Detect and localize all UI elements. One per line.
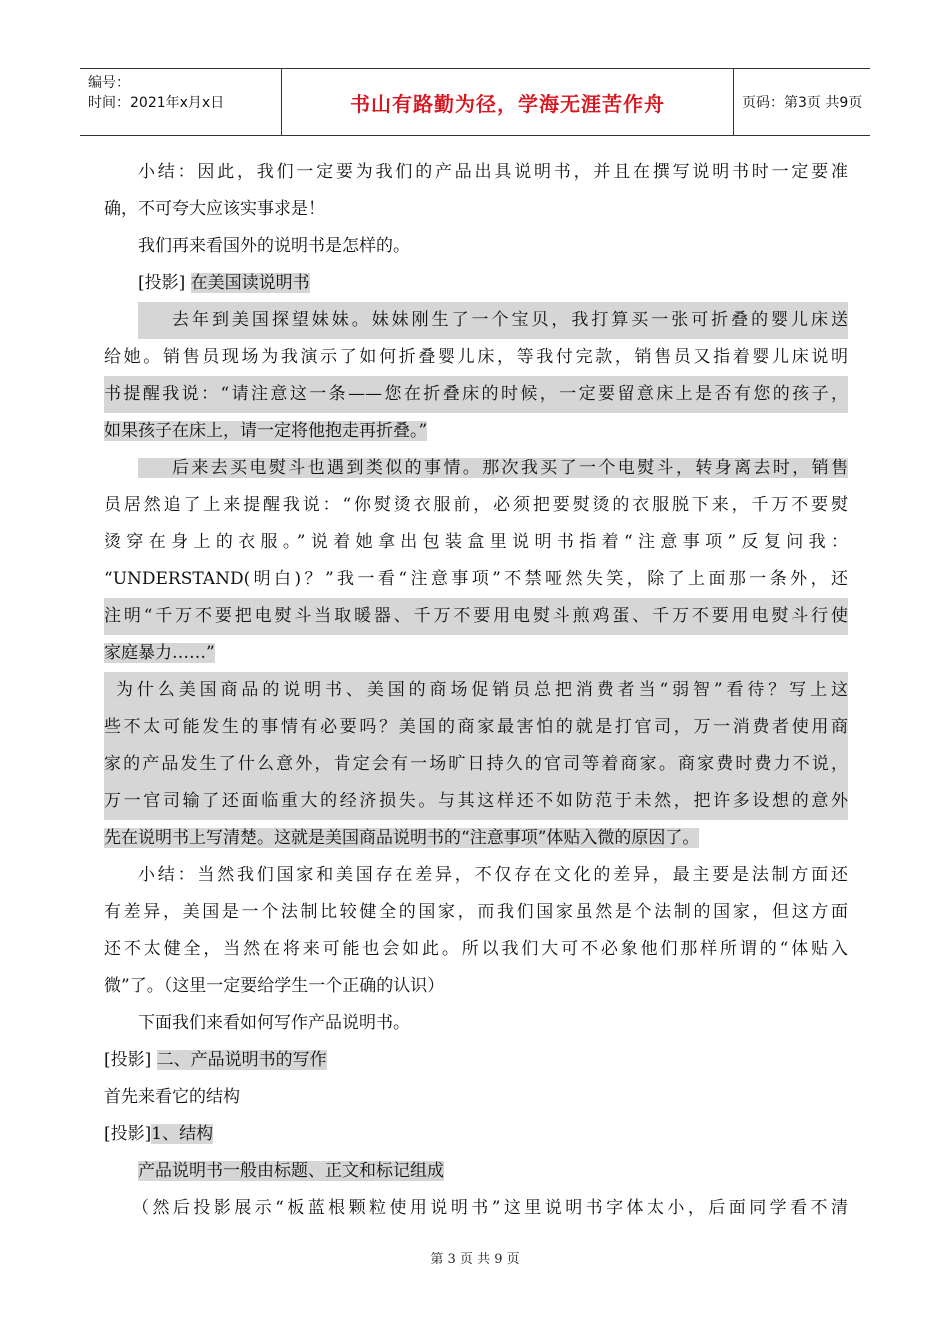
projection-tag: [投影] [104, 1124, 152, 1144]
projection-heading [104, 1116, 848, 1153]
text-line [104, 635, 848, 672]
text-line-highlighted: 家的产品发生了什么意外，肯定会有一场旷日持久的官司等着商家。商家费时费力不说， [104, 746, 848, 783]
text-highlight: 产品说明书一般由标题、正文和标记组成 [138, 1161, 444, 1181]
text-line-highlighted: 万一官司输了还面临重大的经济损失。与其这样还不如防范于未然，把许多设想的意外 [104, 783, 848, 820]
text-line-highlighted: 注明“千万不要把电熨斗当取暖器、千万不要用电熨斗煎鸡蛋、千万不要用电熨斗行使 [104, 598, 848, 635]
document-body [104, 154, 848, 1227]
text-line [104, 1153, 848, 1190]
projection-heading [104, 265, 848, 302]
text-line-highlighted: 去年到美国探望妹妹。妹妹刚生了一个宝贝，我打算买一张可折叠的婴儿床送 [138, 302, 848, 339]
text-highlight: 如果孩子在床上，请一定将他抱走再折叠。” [104, 421, 428, 441]
text-line: 我们再来看国外的说明书是怎样的。 [138, 236, 410, 256]
header-page-info: 页码：第3页 共9页 [742, 95, 863, 111]
text-line-highlighted: 书提醒我说：“请注意这一条——您在折叠床的时候，一定要留意床上是否有您的孩子， [104, 376, 848, 413]
text-line: 给她。销售员现场为我演示了如何折叠婴儿床，等我付完款，销售员又指着婴儿床说明 [104, 347, 848, 367]
text-line [104, 413, 848, 450]
text-line: 还不太健全，当然在将来可能也会如此。所以我们大可不必象他们那样所谓的“体贴入 [104, 939, 848, 959]
text-line: 员居然追了上来提醒我说：“你熨烫衣服前，必须把要熨烫的衣服脱下来，千万不要熨 [104, 495, 848, 515]
text-line: 小结：因此，我们一定要为我们的产品出具说明书，并且在撰写说明书时一定要准 [138, 162, 848, 182]
text-line-highlighted: 些不太可能发生的事情有必要吗？美国的商家最害怕的就是打官司，万一消费者使用商 [104, 709, 848, 746]
text-line [104, 820, 848, 857]
text-highlight: 家庭暴力……” [104, 643, 215, 663]
header-motto: 书山有路勤为径，学海无涯苦作舟 [282, 69, 734, 135]
serial-number-label: 编号： [88, 75, 130, 91]
text-line: 微”了。（这里一定要给学生一个正确的认识） [104, 976, 445, 996]
projection-tag: [投影] [104, 1050, 152, 1070]
text-highlight: 后来去买电熨斗也遇到类似的事情。那次我买了一个电熨斗，转身离去时，销售 [138, 458, 848, 478]
text-highlight: 先在说明书上写清楚。这就是美国商品说明书的“注意事项”体贴入微的原因了。 [104, 828, 700, 848]
projection-title: 1、结构 [151, 1124, 214, 1144]
text-line: 下面我们来看如何写作产品说明书。 [138, 1013, 410, 1033]
text-line: 烫穿在身上的衣服。”说着她拿出包装盒里说明书指着“注意事项”反复问我： [104, 532, 848, 552]
text-line: （然后投影展示“板蓝根颗粒使用说明书”这里说明书字体太小，后面同学看不清 [132, 1198, 848, 1218]
header-meta [80, 69, 282, 135]
projection-title: 二、产品说明书的写作 [156, 1050, 327, 1070]
date-label: 时间：2021年x月x日 [88, 95, 225, 111]
text-line: 确，不可夸大应该实事求是！ [104, 199, 325, 219]
text-line: 有差异，美国是一个法制比较健全的国家，而我们国家虽然是个法制的国家，但这方面 [104, 902, 848, 922]
projection-title: 在美国读说明书 [190, 273, 310, 293]
text-line: 小结：当然我们国家和美国存在差异，不仅存在文化的差异，最主要是法制方面还 [138, 865, 848, 885]
page-footer: 第 3 页 共 9 页 [430, 1252, 520, 1267]
text-line: “UNDERSTAND(明白)？”我一看“注意事项”不禁哑然失笑，除了上面那一条外，还 [104, 569, 848, 589]
header-table [80, 68, 870, 136]
text-line [104, 450, 848, 487]
text-line-highlighted: 为什么美国商品的说明书、美国的商场促销员总把消费者当“弱智”看待？写上这 [104, 672, 848, 709]
projection-tag: [投影] [138, 273, 186, 293]
text-line: 首先来看它的结构 [104, 1087, 240, 1107]
projection-heading [104, 1042, 848, 1079]
